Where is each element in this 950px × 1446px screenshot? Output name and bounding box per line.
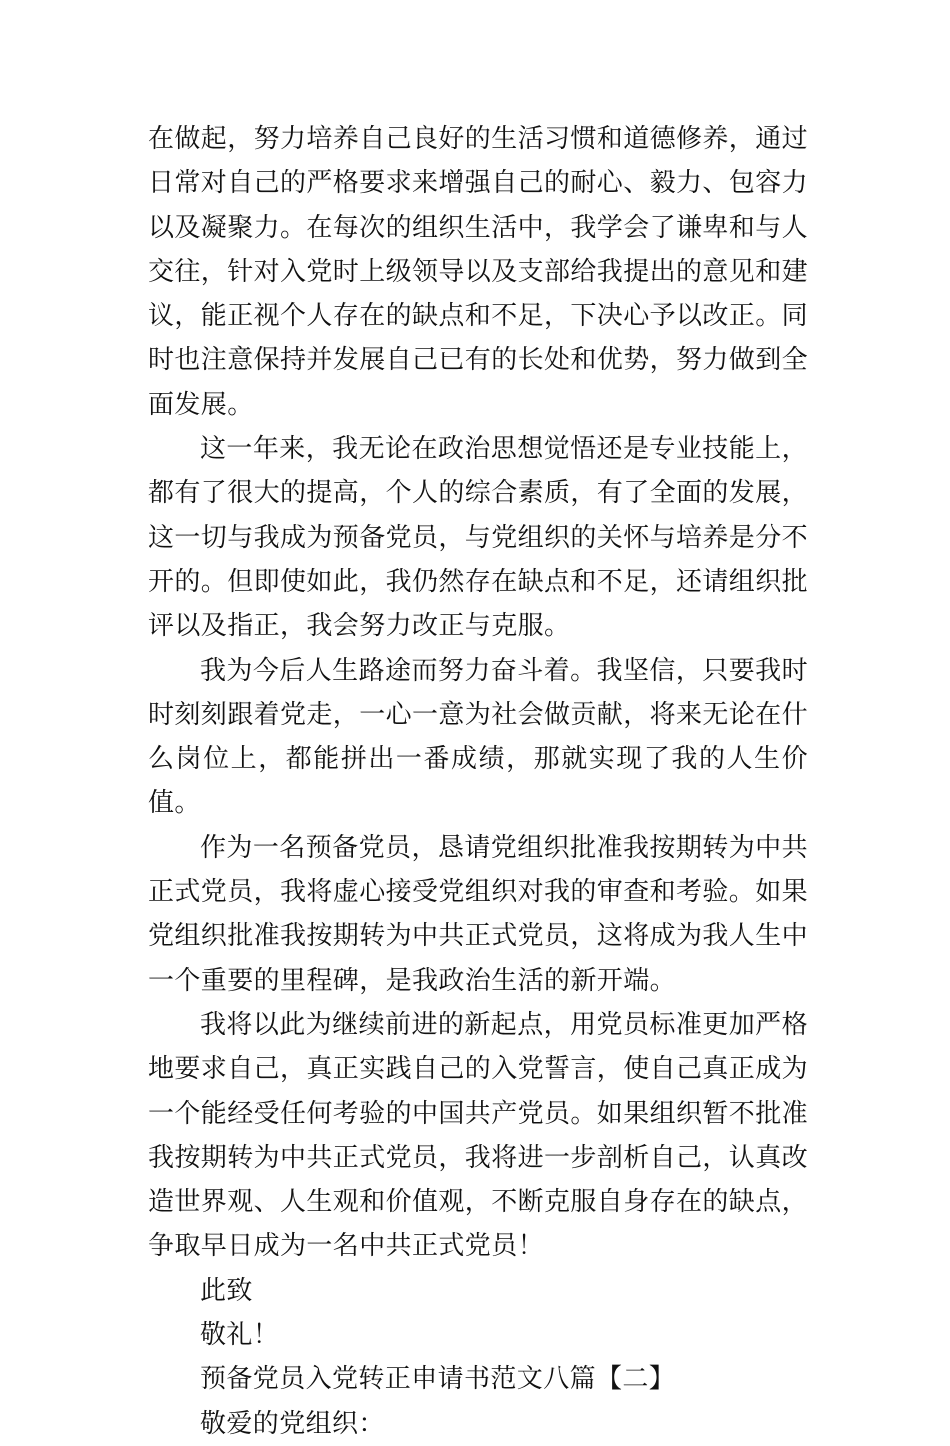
paragraph-commitment: 我将以此为继续前进的新起点，用党员标准更加严格地要求自己，真正实践自己的入党誓言，使自己真正成为一个能经受任何考验的中国共产党员。如果组织暂不批准我按期转为中共正式党员，我将进一步剖析自己，认真改造世界观、人生观和价值观，不断克服自身存在的缺点，争取早日成为一名中共正式党员！ [148, 1009, 809, 1262]
paragraph-aspiration: 我为今后人生路途而努力奋斗着。我坚信，只要我时时刻刻跟着党走，一心一意为社会做贡献，将来无论在什么岗位上，都能拼出一番成绩，那就实现了我的人生价值。 [148, 655, 809, 819]
document-body [148, 117, 808, 1446]
paragraph-progress: 这一年来，我无论在政治思想觉悟还是专业技能上，都有了很大的提高，个人的综合素质，有了全面的发展，这一切与我成为预备党员，与党组织的关怀与培养是分不开的。但即使如此，我仍然存在缺点和不足，还请组织批评以及指正，我会努力改正与克服。 [148, 434, 809, 642]
salute-line: 敬礼！ [200, 1320, 280, 1351]
next-section-title: 预备党员入党转正申请书范文八篇【二】 [200, 1364, 676, 1395]
next-section-greeting: 敬爱的党组织： [200, 1408, 385, 1439]
paragraph-request: 作为一名预备党员，恳请党组织批准我按期转为中共正式党员，我将虚心接受党组织对我的审查和考验。如果党组织批准我按期转为中共正式党员，这将成为我人生中一个重要的里程碑，是我政治生活的新开端。 [148, 832, 809, 996]
paragraph-continuation: 在做起，努力培养自己良好的生活习惯和道德修养，通过日常对自己的严格要求来增强自己的耐心、毅力、包容力以及凝聚力。在每次的组织生活中，我学会了谦卑和与人交往，针对入党时上级领导以及支部给我提出的意见和建议，能正视个人存在的缺点和不足，下决心予以改正。同时也注意保持并发展自己已有的长处和优势，努力做到全面发展。 [148, 124, 809, 420]
closing-line: 此致 [200, 1275, 253, 1306]
